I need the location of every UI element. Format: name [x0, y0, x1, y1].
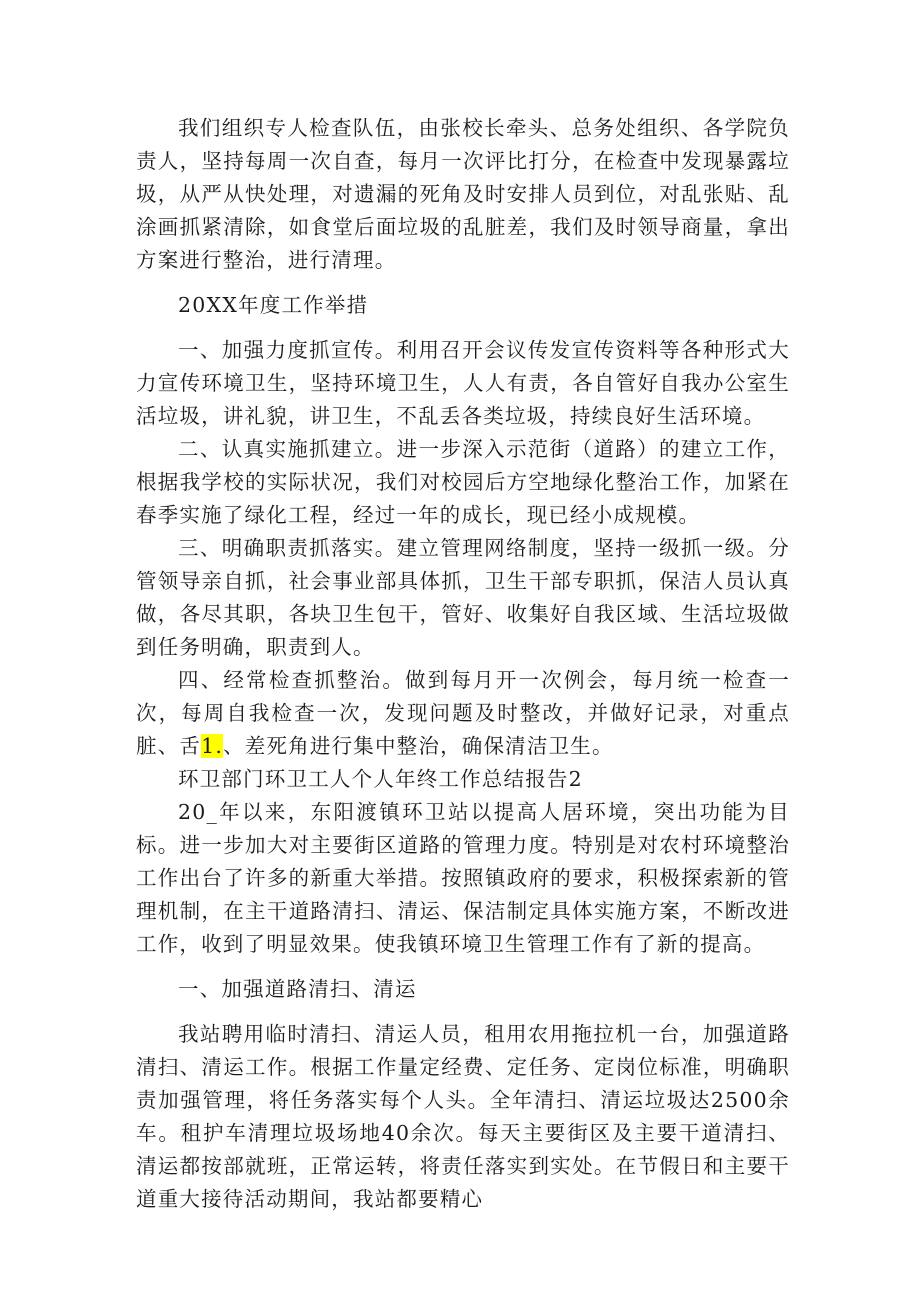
heading-report-2: 环卫部门环卫工人个人年终工作总结报告2 [178, 767, 583, 791]
heading-annual-measures: 20XX年度工作举措 [178, 293, 369, 317]
paragraph-inspection-team: 我们组织专人检查队伍，由张校长牵头、总务处组织、各学院负责人，坚持每周一次自查，每月一次评比打分，在检查中发现暴露垃圾，从严从快处理，对遗漏的死角及时安排人员到位，对乱张贴、乱涂画抓紧清除，如食堂后面垃圾的乱脏差，我们及时领导商量，拿出方案进行整治，进行清理。 [136, 116, 790, 272]
paragraph-report-intro: 20_年以来，东阳渡镇环卫站以提高人居环境，突出功能为目标。进一步加大对主要街区道路的管理力度。特别是对农村环境整治工作出台了许多的新重大举措。按照镇政府的要求，积极探索新的管理机制，在主干道路清扫、清运、保洁制定具体实施方案，不断改进工作，收到了明显效果。使我镇环境卫生管理工作有了新的提高。 [136, 800, 790, 956]
document-body [136, 112, 790, 1216]
paragraph-measure-1: 一、加强力度抓宣传。利用召开会议传发宣传资料等各种形式大力宣传环境卫生，坚持环境卫生，人人有责，各自管好自我办公室生活垃圾，讲礼貌，讲卫生，不乱丢各类垃圾，持续良好生活环境。 [136, 338, 790, 428]
paragraph-measure-2: 二、认真实施抓建立。进一步深入示范街（道路）的建立工作，根据我学校的实际状况，我们对校园后方空地绿化整治工作，加紧在春季实施了绿化工程，经过一年的成长，现已经小成规模。 [136, 437, 790, 527]
paragraph-road-cleaning: 我站聘用临时清扫、清运人员，租用农用拖拉机一台，加强道路清扫、清运工作。根据工作量定经费、定任务、定岗位标准，明确职责加强管理，将任务落实每个人头。全年清扫、清运垃圾达2500余车。租护车清理垃圾场地40余次。每天主要街区及主要干道清扫、清运都按部就班，正常运转，将责任落实到实处。在节假日和主要干道重大接待活动期间，我站都要精心 [136, 1022, 790, 1211]
heading-road-cleaning: 一、加强道路清扫、清运 [178, 977, 417, 1001]
measure-4-text-after: 、差死角进行集中整治，确保清洁卫生。 [223, 734, 614, 758]
paragraph-measure-4 [136, 664, 790, 763]
highlight-mark: 1. [201, 734, 224, 758]
measure-4-text-before: 四、经常检查抓整治。做到每月开一次例会，每月统一检查一次，每周自我检查一次，发现问题及时整改，并做好记录，对重点脏、舌 [136, 668, 790, 758]
paragraph-measure-3: 三、明确职责抓落实。建立管理网络制度，坚持一级抓一级。分管领导亲自抓，社会事业部具体抓，卫生干部专职抓，保洁人员认真做，各尽其职，各块卫生包干，管好、收集好自我区域、生活垃圾做到任务明确，职责到人。 [136, 536, 790, 659]
